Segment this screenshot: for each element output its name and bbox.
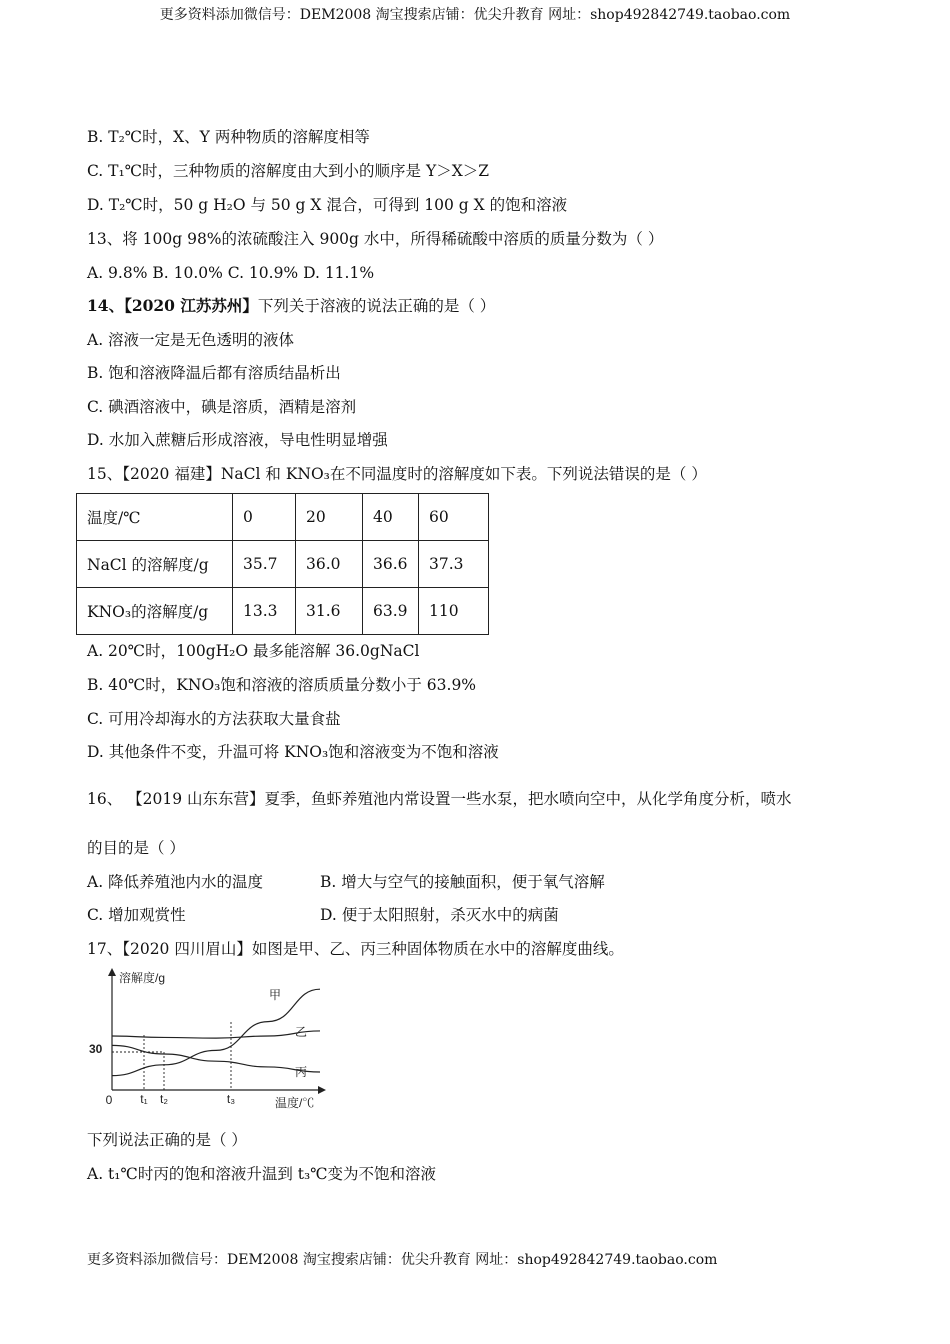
table-cell: 40	[363, 494, 419, 541]
table-cell: 37.3	[419, 541, 489, 588]
y-tick-30: 30	[89, 1042, 103, 1056]
x-tick-t1: t₁	[140, 1092, 148, 1106]
q14-option-c: C. 碘酒溶液中，碘是溶质，酒精是溶剂	[87, 398, 357, 416]
series-label-yi: 乙	[295, 1025, 308, 1039]
y-axis-arrow-icon	[108, 968, 116, 976]
q14-stem-line	[87, 296, 495, 316]
table-cell: 110	[419, 588, 489, 635]
table-cell: 0	[233, 494, 296, 541]
y-axis-label: 溶解度/g	[119, 971, 166, 985]
q14-option-b: B. 饱和溶液降温后都有溶质结晶析出	[87, 364, 341, 382]
table-row	[77, 588, 489, 635]
table-cell: 温度/℃	[77, 494, 233, 541]
table-cell: 13.3	[233, 588, 296, 635]
curve-jia	[112, 989, 320, 1075]
solubility-curve-chart	[85, 966, 335, 1111]
series-label-jia: 甲	[269, 988, 282, 1002]
table-cell: NaCl 的溶解度/g	[77, 541, 233, 588]
table-cell: 36.0	[296, 541, 363, 588]
table-cell: KNO₃的溶解度/g	[77, 588, 233, 635]
table-cell: 60	[419, 494, 489, 541]
q17-question: 下列说法正确的是（ ）	[87, 1131, 247, 1149]
page-header: 更多资料添加微信号：DEM2008 淘宝搜索店铺：优尖升教育 网址：shop492842749.taobao.com	[159, 7, 791, 23]
table-cell: 36.6	[363, 541, 419, 588]
solubility-table	[76, 493, 489, 635]
table-row	[77, 541, 489, 588]
chart-axes	[108, 968, 326, 1094]
q16-option-b: B. 增大与空气的接触面积，便于氧气溶解	[320, 873, 605, 891]
q14-number: 14、	[87, 296, 125, 315]
q17-stem: 17、【2020 四川眉山】如图是甲、乙、丙三种固体物质在水中的溶解度曲线。	[87, 940, 624, 958]
q12-option-d: D. T₂℃时，50 g H₂O 与 50 g X 混合，可得到 100 g X 的饱和溶液	[87, 196, 568, 214]
chart-curves	[112, 989, 320, 1075]
q15-option-b: B. 40℃时，KNO₃饱和溶液的溶质质量分数小于 63.9%	[87, 676, 477, 694]
q16-option-c: C. 增加观赏性	[87, 906, 186, 924]
chart-guides	[112, 1022, 231, 1090]
q16-stem-line1: 16、 【2019 山东东营】夏季，鱼虾养殖池内常设置一些水泵，把水喷向空中，从化学角度分析，喷水	[87, 790, 792, 808]
q16-stem-line2: 的目的是（ ）	[87, 839, 185, 857]
q12-option-b: B. T₂℃时，X、Y 两种物质的溶解度相等	[87, 128, 370, 146]
q16-option-a: A. 降低养殖池内水的温度	[87, 873, 264, 891]
table-cell: 31.6	[296, 588, 363, 635]
table-cell: 20	[296, 494, 363, 541]
q13-stem: 13、将 100g 98%的浓硫酸注入 900g 水中，所得稀硫酸中溶质的质量分数为（ ）	[87, 230, 664, 248]
table-header-row	[77, 494, 489, 541]
q15-stem: 15、【2020 福建】NaCl 和 KNO₃在不同温度时的溶解度如下表。下列说法错误的是（ ）	[87, 465, 707, 483]
q14-stem: 下列关于溶液的说法正确的是（ ）	[257, 297, 496, 315]
q13-options: A. 9.8% B. 10.0% C. 10.9% D. 11.1%	[87, 264, 375, 282]
series-label-bing: 丙	[295, 1065, 308, 1079]
q14-source: 【2020 江苏苏州】	[124, 296, 258, 315]
x-tick-t3: t₃	[226, 1092, 236, 1106]
q17-option-a: A. t₁℃时丙的饱和溶液升温到 t₃℃变为不饱和溶液	[87, 1165, 437, 1183]
q16-option-d: D. 便于太阳照射，杀灭水中的病菌	[320, 906, 559, 924]
page-footer: 更多资料添加微信号：DEM2008 淘宝搜索店铺：优尖升教育 网址：shop492842749.taobao.com	[87, 1252, 718, 1268]
x-axis-arrow-icon	[318, 1086, 326, 1094]
q14-option-a: A. 溶液一定是无色透明的液体	[87, 331, 295, 349]
q14-option-d: D. 水加入蔗糖后形成溶液，导电性明显增强	[87, 431, 388, 449]
curve-yi	[112, 1031, 320, 1038]
origin-label: 0	[105, 1093, 113, 1107]
x-tick-t2: t₂	[160, 1092, 168, 1106]
q15-option-c: C. 可用冷却海水的方法获取大量食盐	[87, 710, 341, 728]
table-cell: 63.9	[363, 588, 419, 635]
q15-option-a: A. 20℃时，100gH₂O 最多能溶解 36.0gNaCl	[87, 642, 420, 660]
table-cell: 35.7	[233, 541, 296, 588]
x-axis-label: 温度/℃	[275, 1096, 315, 1110]
chart-labels	[89, 970, 314, 1110]
q12-option-c: C. T₁℃时，三种物质的溶解度由大到小的顺序是 Y＞X＞Z	[87, 162, 490, 180]
q15-option-d: D. 其他条件不变，升温可将 KNO₃饱和溶液变为不饱和溶液	[87, 743, 499, 761]
